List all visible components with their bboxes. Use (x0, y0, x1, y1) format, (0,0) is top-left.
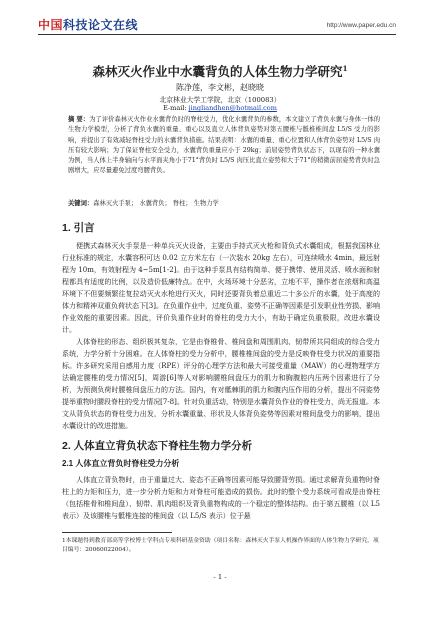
email-label: E-mail: (163, 104, 187, 112)
section-2-1-paragraph: 人体直立背负物时，由于重量过大、姿态不正确等因素可能导致腰背劳损。通过求解背负重物时脊柱上的力矩和压力，进一步分析力矩和力对脊柱可能造成的损伤。此时的整个受力系统可看成是由脊柱（包括椎骨和椎间盘）、韧带、肌肉组织及背负重物构成的一个稳定的整体结构。由于第五腰椎（以 L5 表示）及该腰椎与骶椎连接的椎间盘（以 L5/S 表示）位于悬 (62, 476, 380, 520)
affiliation: 北京林业大学工学院，北京（100083） (159, 96, 281, 104)
section-1-heading: 1. 引言 (62, 222, 95, 234)
section-2-1-heading: 2.1 人体直立背负时脊柱受力分析 (62, 459, 180, 468)
logo-part-paper-online: 科技论文在线 (63, 18, 139, 32)
keywords (68, 198, 380, 207)
authors: 陈净莲，李文彬，赵晓晓 (176, 83, 264, 92)
section-2-heading: 2. 人体直立背负状态下脊柱生物力学分析 (62, 440, 253, 452)
paper-title: 森林灭火作业中水囊背负的人体生物力学研究$^1$ (92, 63, 348, 79)
section-1-paragraph-1: 便携式森林灭火手泵是一种单兵灭火设备，主要由手持式灭火枪和背负式水囊组成，根据我国林业行业标准的规定，水囊容积可达 0.02 立方米左右（一次装水 20kg 左右），可连续喷水 4min，最远射程为 10m，有效射程为 4~5m[1-2]。由于这种手泵具有结构简单、便于携带、使用灵活、喷水面和射程都具有适度的比例，以及造价低廉特点。在中，火场环境十分恶劣，立地不平，操作者在浓烟和高温环境下不但要频繁往复拉动灭火水枪进行灭火，同时还要背负着总重近二十多公斤的水囊，处于高度的体力和精神双重负荷状态下[3]。在负重作业中，过度负重、姿势不正确等因素是引发职业性劳损、影响作业效能的重要因素。因此，评价负重作业时的脊柱的受力大小，有助于确定负重极限，改进水囊设计。 (62, 242, 380, 334)
footnote: 1本课题得到教育部高等学校博士学科点专项科研基金资助（项目名称：森林灭火手泵人机操作界面的人体生物力学研究，项目编号：20060022004）。 (62, 538, 379, 553)
email-line (0, 104, 440, 112)
logo-part-china: 中国 (38, 18, 64, 32)
site-logo[interactable] (38, 16, 138, 33)
footnote-rule (62, 532, 172, 533)
header-rule (38, 34, 396, 35)
site-url[interactable]: http://www.paper.edu.cn (326, 22, 396, 29)
abstract-text: 为了评价森林灭火作业水囊背负时的脊柱受力，优化水囊背负的参数，本文建立了背负水囊与身体一体的生物力学模型，分析了背负水囊的重量、重心以及直立人体背负姿势对第五腰椎与骶椎椎间盘 L5/S 受力的影响，并提出了有效减轻脊柱受力的水囊背负措施。结果表明：水囊的重量、重心位置和人体背负姿势对 L5/S 肉压有较大影响；为了保证脊柱安全受力，水囊背负重量应小于 29kg；前屈姿势背负状态下，以现有的一种水囊为例，当人体上半身轴向与水平面夹角小于71°背负时 L5/S 肉压比直立姿势和大于71°的稍微前屈姿势背负时急剧增大，应尽量避免过度弯腰背负。 (68, 116, 380, 175)
page-number: - 1 - (213, 573, 227, 581)
title-footnote-mark: 1 (342, 63, 348, 73)
keywords-text: 森林灭火手泵； 水囊背负； 脊柱； 生物力学 (93, 200, 219, 207)
email-link[interactable]: jingliandhen@hotmail.com (188, 104, 277, 112)
abstract-label: 摘 要： (68, 116, 90, 123)
keywords-label: 关键词： (68, 200, 94, 207)
abstract (68, 115, 380, 177)
section-1-paragraph-2: 人体脊柱的形态、组织极其复杂，它是由脊椎骨、椎间盘和周围肌肉、韧带所共同组成的综合受力系统，力学分析十分困难。在人体脊柱的受力分析中，腰椎椎间盘的受力是反映脊柱受力状况的重要指标。许多研究采用自感用力度（RPE）评分的心理学方法和最大可接受重量（MAW）的心理物理学方法确定腰椎的受力情况[5]，周游[6]等人对影响腰椎间盘压力的肌力和胸腹腔内压两个因素进行了分析，为预测负荷时腰椎间盘压力的方法。国内，有对骶棘肌的肌力和腹内压作用的分析，提出不同姿势提举重物时腰段脊柱的受力情况[7-8]。针对负重活动，特别是水囊背负作业的脊柱受力，尚无报道。本文从背负状态的脊柱受力出发，分析水囊重量、形状及人体背负姿势等因素对椎间盘受力的影响，提出水囊设计的改进措施。 (62, 338, 380, 430)
page-header (0, 0, 440, 36)
